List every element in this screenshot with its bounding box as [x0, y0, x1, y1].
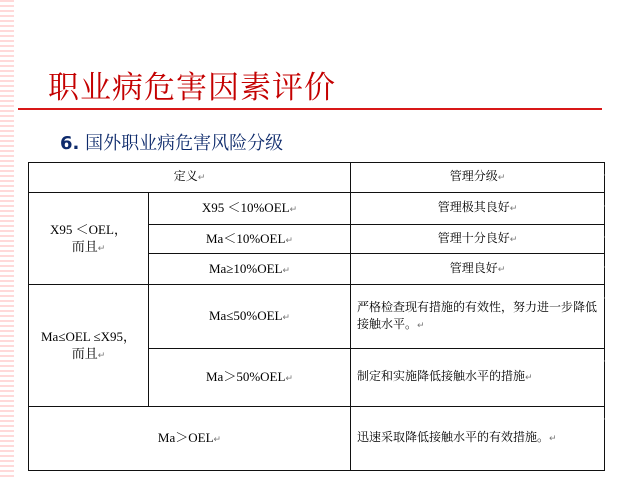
paragraph-mark: ↵	[549, 434, 557, 444]
group1-sub-condition-2	[149, 225, 351, 254]
header-definition: 定义	[173, 169, 198, 183]
subtitle-text: 国外职业病危害风险分级	[85, 133, 284, 154]
paragraph-mark: ↵	[497, 264, 506, 275]
paragraph-mark: ↵	[509, 204, 518, 214]
sub-condition-text: Ma＜10%OEL	[206, 230, 286, 246]
group3-condition-cell	[29, 407, 351, 471]
paragraph-mark: ↵	[285, 373, 293, 383]
group2-sub-condition-1	[149, 285, 351, 349]
cell-end-mark: ·	[603, 171, 606, 181]
group1-condition-line2: 而且	[71, 238, 98, 254]
sub-condition-text: Ma≥10%OEL	[208, 260, 283, 276]
paragraph-mark: ↵	[285, 234, 293, 245]
sub-condition-text: Ma＞50%OEL	[206, 369, 286, 384]
management-level-text: 制定和实施降低接触水平的措施	[357, 369, 526, 383]
group3-condition-text: Ma＞OEL	[157, 430, 214, 445]
cell-end-mark: ·	[603, 202, 606, 212]
management-level-text: 管理十分良好	[437, 230, 510, 245]
table-row	[29, 193, 605, 225]
header-management-cell	[351, 163, 605, 193]
group1-sub-condition-1	[149, 193, 351, 225]
slide-subtitle	[60, 129, 283, 155]
group1-level-2	[351, 225, 605, 254]
subtitle-number: 6.	[60, 133, 80, 154]
cell-end-mark: ·	[603, 357, 606, 367]
group3-level	[351, 407, 605, 471]
sub-condition-text: Ma≤50%OEL	[208, 308, 283, 323]
group1-condition-cell	[29, 193, 149, 285]
header-definition-cell	[29, 163, 351, 193]
risk-classification-table	[28, 162, 605, 471]
table-header-row	[29, 163, 605, 193]
group1-level-1	[351, 193, 605, 225]
table-row	[29, 285, 605, 349]
paragraph-mark: ↵	[509, 234, 518, 245]
group2-sub-condition-2	[149, 349, 351, 407]
decorative-stripe	[0, 0, 14, 480]
management-level-text: 严格检查现有措施的有效性，努力进一步降低接触水平。	[357, 299, 598, 331]
group1-condition-line1: X95 ＜OEL，	[50, 221, 127, 237]
cell-end-mark: ·	[603, 263, 606, 273]
paragraph-mark: ↵	[417, 320, 425, 331]
group2-condition-line2: 而且	[71, 345, 98, 361]
group2-condition-cell	[29, 285, 149, 407]
paragraph-mark: ↵	[282, 312, 291, 322]
slide-title: 职业病危害因素评价	[48, 70, 336, 106]
table-row	[29, 407, 605, 471]
title-divider	[18, 108, 602, 110]
management-level-text: 管理良好	[449, 260, 498, 275]
group2-level-1	[351, 285, 605, 349]
management-level-text: 管理极其良好	[437, 200, 510, 214]
paragraph-mark: ↵	[282, 264, 291, 275]
group2-level-2	[351, 349, 605, 407]
group2-condition-line1: Ma≤OEL ≤X95，	[40, 328, 137, 344]
group1-sub-condition-3	[149, 254, 351, 285]
paragraph-mark: ↵	[97, 349, 106, 360]
paragraph-mark: ↵	[289, 204, 298, 214]
management-level-text: 迅速采取降低接触水平的有效措施。	[357, 430, 550, 444]
paragraph-mark: ↵	[213, 434, 222, 444]
paragraph-mark: ↵	[525, 373, 533, 383]
cell-end-mark: ·	[603, 294, 606, 304]
header-management: 管理分级	[449, 169, 498, 183]
sub-condition-text: X95 ＜10%OEL	[201, 200, 290, 215]
paragraph-mark: ↵	[497, 173, 506, 183]
paragraph-mark: ↵	[97, 242, 106, 253]
cell-end-mark: ·	[603, 415, 606, 425]
group1-level-3	[351, 254, 605, 285]
paragraph-mark: ↵	[197, 173, 206, 183]
cell-end-mark: ·	[603, 233, 606, 243]
